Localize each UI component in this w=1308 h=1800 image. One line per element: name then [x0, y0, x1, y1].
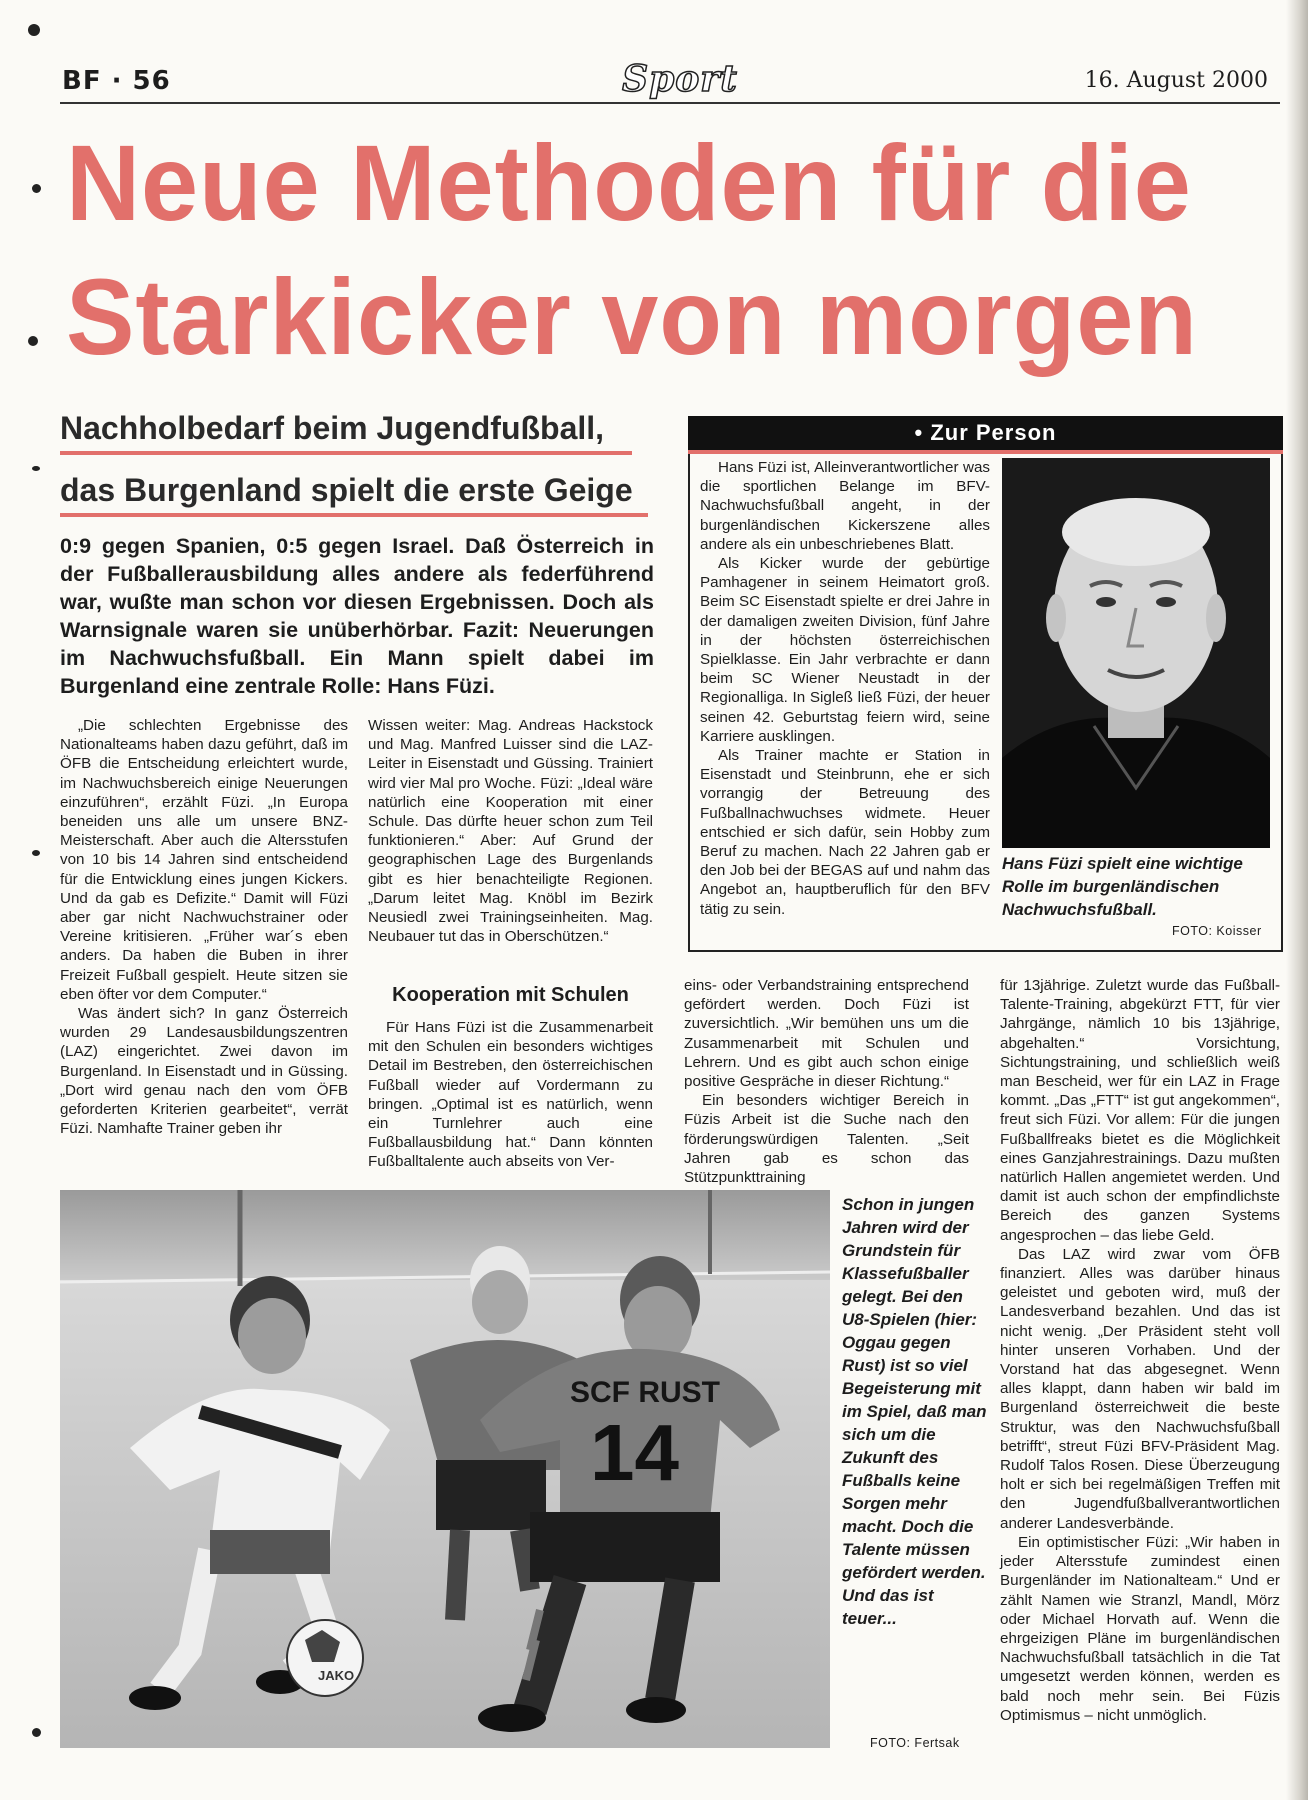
ball-brand: JAKO [318, 1668, 355, 1683]
subheadline-underline [60, 513, 648, 517]
portrait-photo-credit: FOTO: Koisser [1172, 924, 1262, 938]
article-column-2b [368, 1018, 653, 1172]
binder-hole [32, 184, 41, 193]
headline-line-1: Neue Methoden für die [66, 122, 1192, 243]
paragraph: Für Hans Füzi ist die Zusammenarbeit mit den Schulen ein besonders wichtiges Detail im Bestreben, den österreichischen Fußball wieder auf Vordermann zu bringen. „Optimal ist es natürlich, wenn ein Turnlehrer auch eine Fußballausbildung hat.“ Dann könnten Fußballtalente auch abseits von Ver- [368, 1019, 653, 1171]
main-photo [60, 1190, 830, 1748]
binder-hole [32, 466, 40, 471]
title-accent-stripe [688, 450, 1283, 454]
paragraph: Als Kicker wurde der gebürtige Pamhagener in seinem Heimatort groß. Beim SC Eisenstadt spielte er drei Jahre in der damaligen zweiten Division, fünf Jahre in der höchsten österreichischen Spielklasse. Ein Jahr verbrachte er dann beim SC Wiener Neustadt in der Regionalliga. In Sigleß ließ Füzi, der heuer seinen 42. Geburtstag feiern wird, seine Karriere ausklingen. [700, 555, 990, 745]
page-number: BF · 56 [62, 66, 171, 96]
header-rule [60, 102, 1280, 104]
binder-hole [28, 24, 40, 36]
person-sidebar-title [688, 416, 1283, 450]
main-photo-caption: Schon in jungen Jahren wird der Grundstein für Klassefußballer gelegt. Bei den U8-Spielen (hier: Oggau gegen Rust) ist so viel Begeisterung mit im Spiel, daß man sich um die Zukunft des Fußballs keine Sorgen mehr macht. Doch die Talente müssen gefördert werden. Und das ist teuer... [842, 1195, 987, 1628]
headline-line-2: Starkicker von morgen [66, 256, 1198, 377]
main-photo-credit: FOTO: Fertsak [870, 1736, 960, 1750]
section-title: Sport [622, 58, 738, 100]
shirt-number: 14 [590, 1408, 679, 1497]
paragraph: Was ändert sich? In ganz Österreich wurden 29 Landesausbildungszentren (LAZ) eingerichtet. Zwei davon im Burgenland. In Eisenstadt und in Güssing. „Dort wird genau nach den vom ÖFB geforderten Kriterien gearbeitet“, verrät Füzi. Namhafte Trainer geben ihr [60, 1005, 348, 1138]
binder-hole [28, 336, 38, 346]
portrait-illustration [1002, 458, 1270, 848]
article-column-4 [1000, 976, 1280, 1725]
article-column-1 [60, 716, 348, 1138]
paragraph: für 13jährige. Zuletzt wurde das Fußball-Talente-Training, abgekürzt FTT, für vier Jahrgänge, nämlich 10 bis 13jährige, abgehalten.“ Vorsichtung, Sichtungstraining, und schließlich weiß man Bescheid, wer für ein LAZ in Frage kommt. „Das „FTT“ ist gut angekommen“, freut sich Füzi. Vor allem: Für die jungen Fußballfreaks bietet es die Möglichkeit eines Ganzjahrestrainings. Dazu mußten natürlich Hallen angemietet werden. Und damit ist auch schon der empfindlichste Bereich des ganzen Systems angesprochen – das liebe Geld. [1000, 977, 1280, 1244]
portrait-caption: Hans Füzi spielt eine wichtige Rolle im burgenländischen Nachwuchsfußball. [1002, 854, 1243, 919]
shirt-text: SCF RUST [570, 1376, 720, 1409]
article-column-3 [684, 976, 969, 1187]
subheadline-text-1: Nachholbedarf beim Jugendfußball, [60, 410, 605, 446]
binder-hole [32, 1728, 41, 1737]
section-subhead: Kooperation mit Schulen [392, 984, 629, 1006]
portrait-photo [1002, 458, 1270, 848]
paragraph: Wissen weiter: Mag. Andreas Hackstock und Mag. Manfred Luisser sind die LAZ-Leiter in Eisenstadt und Güssing. Trainiert wird vier Mal pro Woche. Füzi: „Ideal wäre natürlich eine Kooperation mit einer Schule. Das dürfte heuer schon zum Teil funktionieren.“ Aber: Auf Grund der geographischen Lage des Burgenlands gibt es hier benachteiligte Regionen. „Darum leitet Mag. Knöbl im Bezirk Neusiedl zwei Trainingseinheiten. Mag. Neubauer tut das in Oberschützen.“ [368, 717, 653, 946]
paragraph: Das LAZ wird zwar vom ÖFB finanziert. Alles was darüber hinaus geleistet und geboten wird, muß der Landesverband bezahlen. Und das ist nicht wenig. „Der Präsident steht voll hinter unseren Vorhaben. Und der Vorstand hat das abgesegnet. Wenn alles klappt, dann haben wir bald im Burgenland österreichweit die beste Struktur, was den Nachwuchsfußball betrifft“, streut Füzi BFV-Präsident Mag. Rudolf Talos Rosen. Diese Überzeugung holt er sich bei regelmäßigen Treffen mit den Jugendfußballverantwortlichen anderer Landesverbände. [1000, 1245, 1280, 1532]
article-column-2 [368, 716, 653, 946]
person-sidebar-text [700, 458, 990, 919]
lead-paragraph: 0:9 gegen Spanien, 0:5 gegen Israel. Daß Österreich in der Fußballerausbildung alles andere als federführend war, wußte man schon vor diesen Ergebnissen. Doch als Warnsignale waren sie unüberhörbar. Fazit: Neuerungen im Nachwuchsfußball. Ein Mann spielt dabei im Burgenland eine zentrale Rolle: Hans Füzi. [60, 534, 654, 698]
youth-football-illustration [60, 1190, 830, 1748]
paragraph: eins- oder Verbandstraining entsprechend gefördert werden. Doch Füzi ist zuversichtlich. „Wir bemühen uns um die Zusammenarbeit mit Schulen und Lehrern. Und es gibt auch schon einige positive Gespräche in dieser Richtung.“ [684, 977, 969, 1091]
paragraph: Hans Füzi ist, Alleinverantwortlicher was die sportlichen Belange im BFV-Nachwuchsfußball angeht, in der burgenländischen Kickerszene alles andere als ein unbeschriebenes Blatt. [700, 459, 990, 553]
person-sidebar-title-text: • Zur Person [914, 420, 1057, 445]
paragraph: Ein besonders wichtiger Bereich in Füzis Arbeit ist die Suche nach den förderungswürdigen Talenten. „Seit Jahren gab es schon das Stützpunkttraining [684, 1092, 969, 1187]
paragraph: Als Trainer machte er Station in Eisenstadt und Steinbrunn, ehe er sich vorrangig der Betreuung des Fußballnachwuchses widmete. Heuer entschied er sich dafür, sein Hobby zum Beruf zu machen. Nach 22 Jahren gab er den Job bei der BEGAS auf und nahm das Angebot an, hauptberuflich für den BFV tätig zu sein. [700, 747, 990, 918]
paragraph: Ein optimistischer Füzi: „Wir haben in jeder Altersstufe zumindest einen Burgenländer im Nationalteam.“ Und er zählt Namen wie Stranzl, Mandl, Mörz oder Michael Horvath auf. Wenn die ehrgeizigen Pläne im burgenländischen Nachwuchsfußball tatsächlich in die Tat umgesetzt werden können, werden es bald noch mehr sein. Bei Füzis Optimismus – nicht unmöglich. [1000, 1533, 1280, 1724]
subheadline-line-2 [60, 472, 648, 517]
subheadline-text-2: das Burgenland spielt die erste Geige [60, 472, 633, 508]
subheadline-underline [60, 451, 632, 455]
paragraph: „Die schlechten Ergebnisse des Nationalteams haben dazu geführt, daß im ÖFB die Entscheidung erleichtert wurde, im Nachwuchsbereich einige Neuerungen einzuführen“, erzählt Füzi. „In Europa beneiden uns alle um unsere BNZ-Meisterschaft. Aber auch die Altersstufen von 10 bis 14 Jahren sind entscheidend für die Entwicklung eines jungen Kickers. Und da gab es Defizite.“ Damit will Füzi aber gar nicht Nachwuchstrainer oder Vereine kritisieren. „Früher war´s eben anders. Da haben die Buben in ihrer Freizeit Fußball gespielt. Heute sitzen sie eben öfter vor dem Computer.“ [60, 717, 348, 1003]
subheadline-line-1 [60, 410, 632, 455]
binder-hole [32, 850, 40, 856]
page-edge-shadow [1286, 0, 1308, 1800]
issue-date: 16. August 2000 [1084, 68, 1268, 93]
